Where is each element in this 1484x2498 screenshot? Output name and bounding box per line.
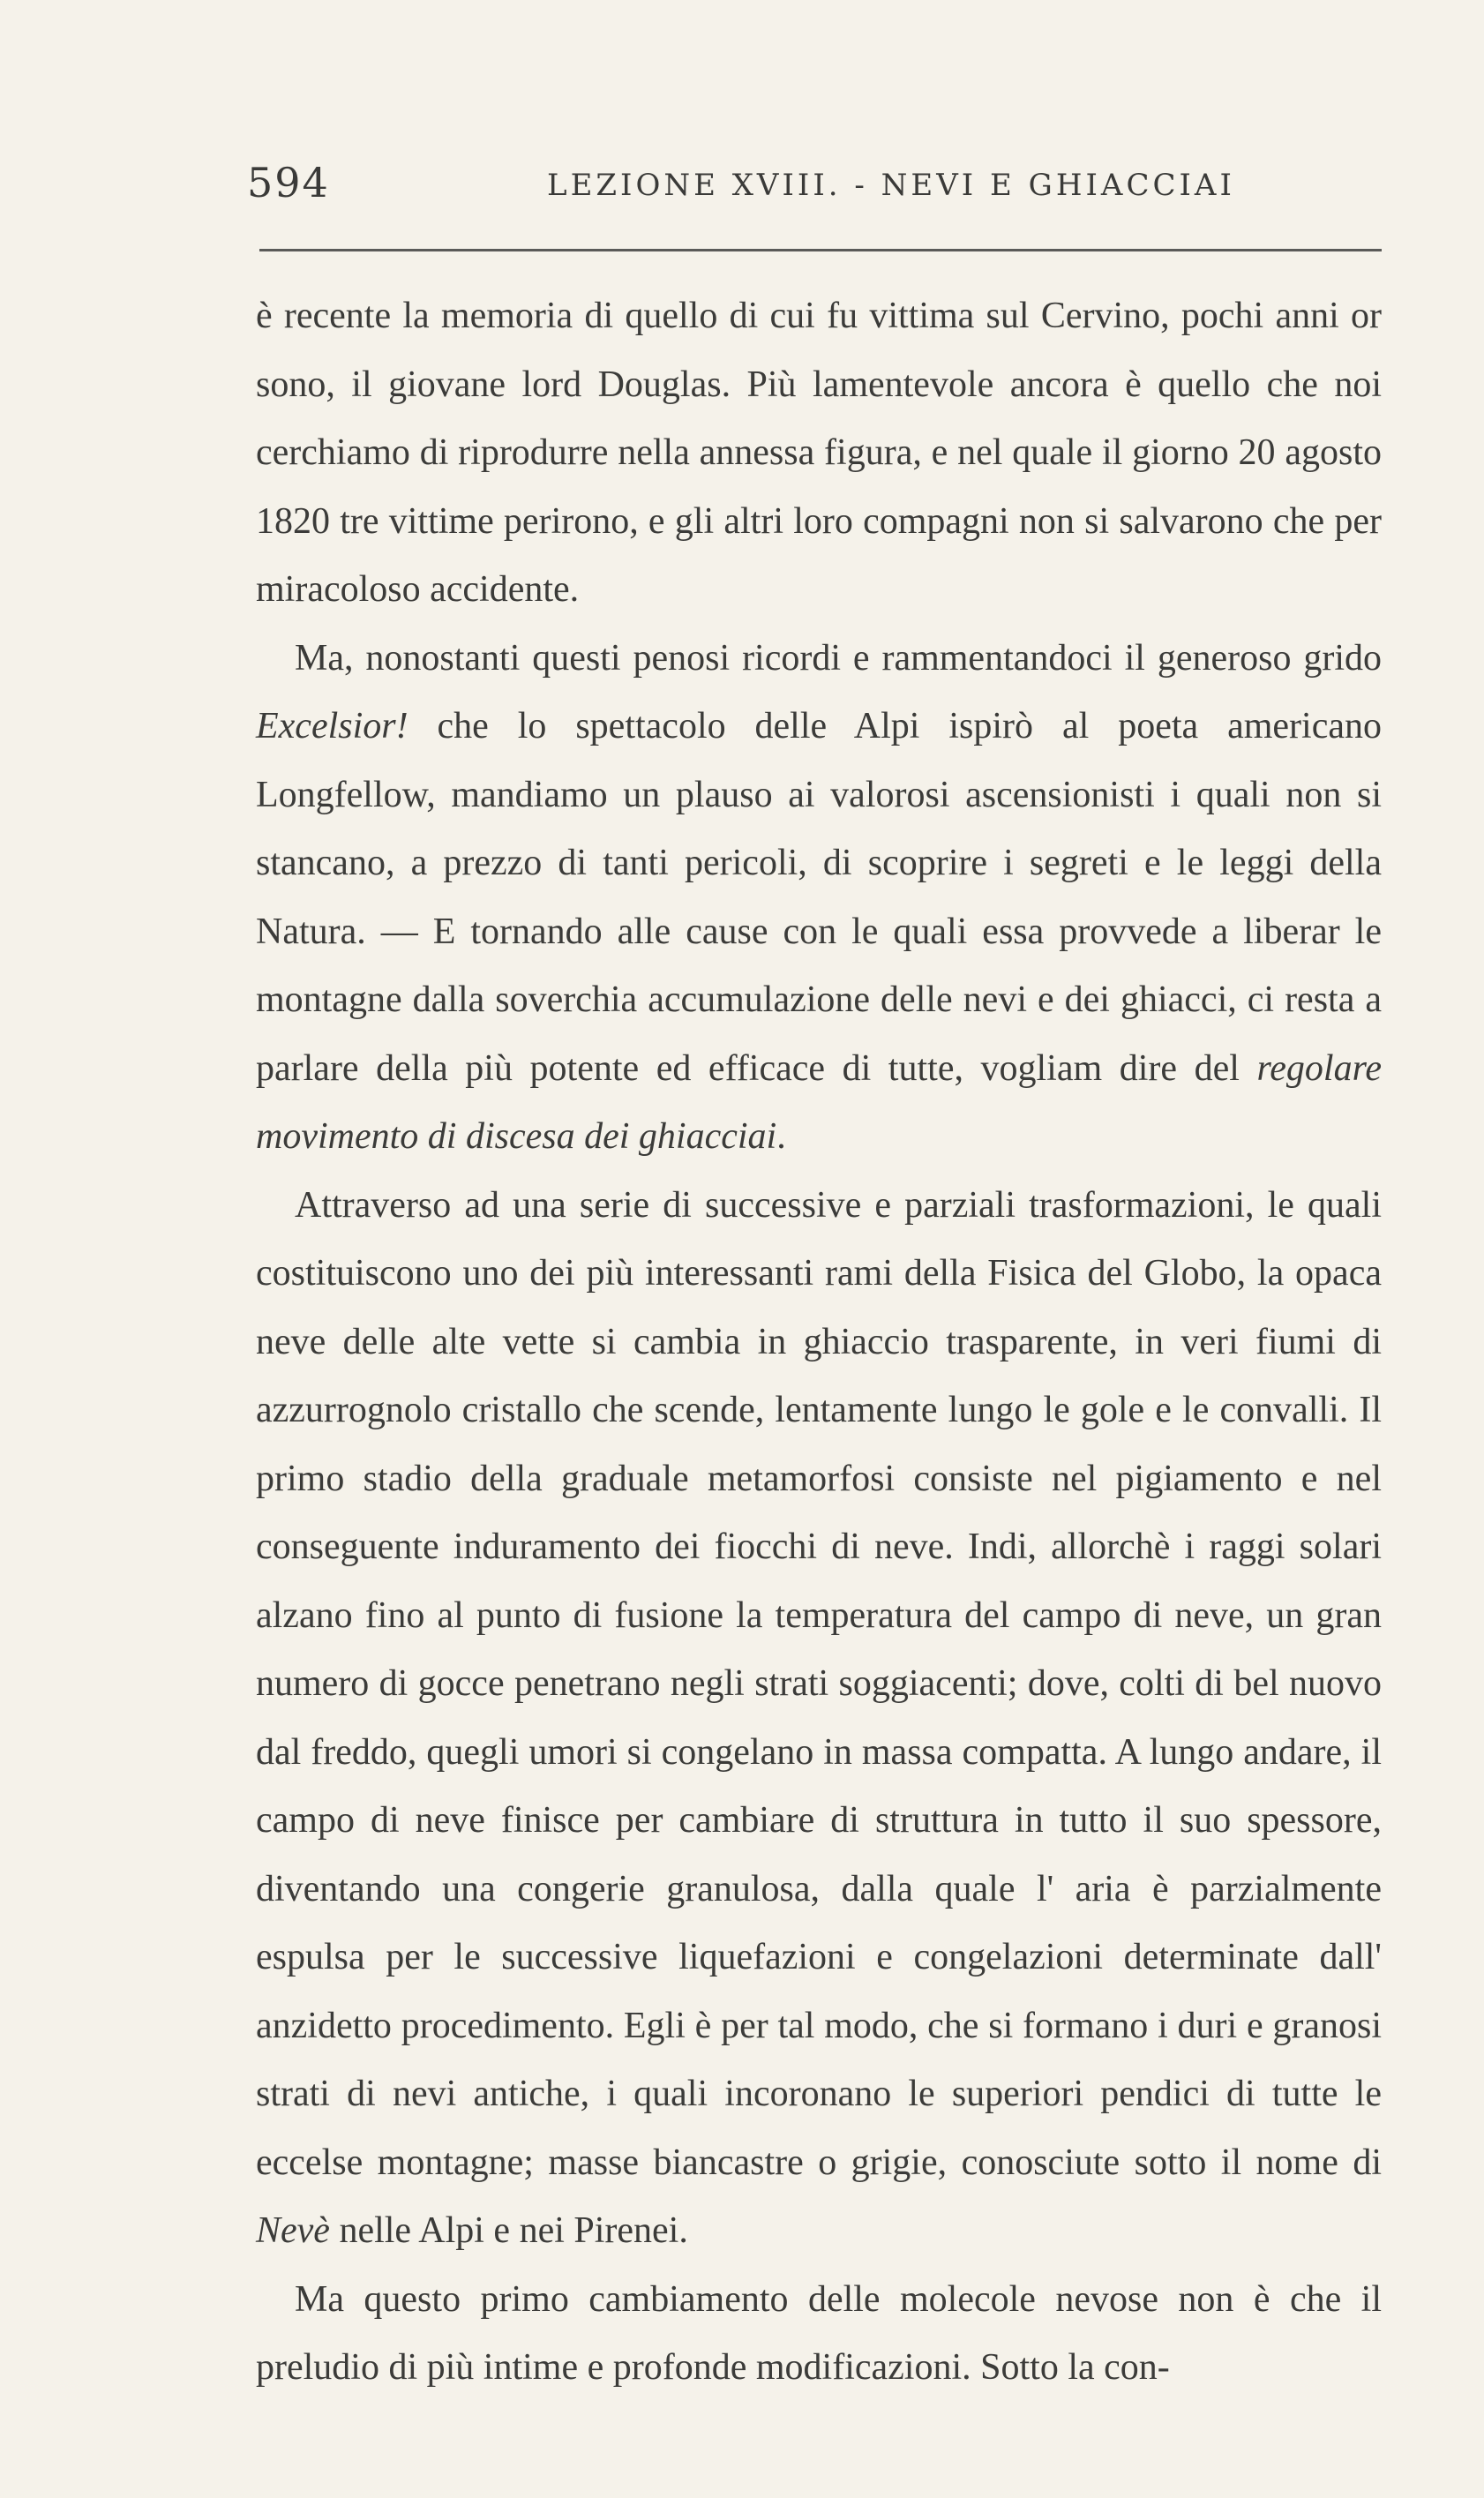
paragraph-text: è recente la memoria di quello di cui fu vittima sul Cervino, pochi anni or sono, il giovane lord Douglas. Più lamentevole ancora è quello che noi cerchiamo di riprodurre nella annessa figura, e nel quale il giorno 20 agosto 1820 tre vittime perirono, e gli altri loro compagni non si salvarono che per miracoloso accidente. xyxy=(256,296,1382,610)
header-rule xyxy=(259,249,1382,251)
italic-text: Excelsior! xyxy=(256,706,408,746)
paragraph-text: Attraverso ad una serie di successive e parziali trasformazioni, le quali costituiscono uno dei più interessanti rami della Fisica del Globo, la opaca neve delle alte vette si cambia in ghiaccio trasparente, in veri fiumi di azzurrognolo cristallo che scende, lentamente lungo le gole e le convalli. Il primo stadio della graduale metamorfosi consiste nel pigiamento e nel conseguente induramento dei fiocchi di neve. Indi, allorchè i raggi solari alzano fino al punto di fusione la temperatura del campo di neve, un gran numero di gocce penetrano negli strati soggiacenti; dove, colti di bel nuovo dal freddo, quegli umori si congelano in massa compatta. A lungo andare, il campo di neve finisce per cambiare di struttura in tutto il suo spessore, diventando una congerie granulosa, dalla quale l' aria è parzialmente espulsa per le successive liquefazioni e congelazioni determinate dall' anzidetto procedimento. Egli è per tal modo, che si formano i duri e granosi strati di nevi antiche, i quali incoronano le superiori pendici di tutte le eccelse montagne; masse biancastre o grigie, conosciute sotto il nome di xyxy=(256,1184,1382,2183)
paragraph-text: Ma, nonostanti questi penosi ricordi e rammentandoci il generoso grido xyxy=(295,637,1382,679)
paragraph xyxy=(256,1172,1382,2266)
body-text xyxy=(256,282,1382,2403)
paragraph-text: Ma questo primo cambiamento delle molecole nevose non è che il preludio di più intime e profonde modificazioni. Sotto la con- xyxy=(256,2278,1382,2388)
paragraph xyxy=(256,625,1382,1172)
paragraph xyxy=(256,2266,1382,2403)
page-header xyxy=(247,159,1385,221)
paragraph xyxy=(256,282,1382,625)
italic-text: Nevè xyxy=(256,2210,330,2251)
italic-text: regolare movimento di discesa dei ghiacciai xyxy=(256,1047,1382,1157)
paragraph-text: nelle Alpi e nei Pirenei. xyxy=(329,2210,688,2251)
page-number: 594 xyxy=(247,159,330,206)
running-head: LEZIONE XVIII. - NEVI E GHIACCIAI xyxy=(547,168,1235,203)
paragraph-text: che lo spettacolo delle Alpi ispirò al poeta americano Longfellow, mandiamo un plauso ai valorosi ascensionisti i quali non si stancano, a prezzo di tanti pericoli, di scoprire i segreti e le leggi della Natura. — E tornando alle cause con le quali essa provvede a liberar le montagne dalla soverchia accumulazione delle nevi e dei ghiacci, ci resta a parlare della più potente ed efficace di tutte, vogliam dire del xyxy=(256,706,1382,1089)
paragraph-text: . xyxy=(776,1116,786,1157)
